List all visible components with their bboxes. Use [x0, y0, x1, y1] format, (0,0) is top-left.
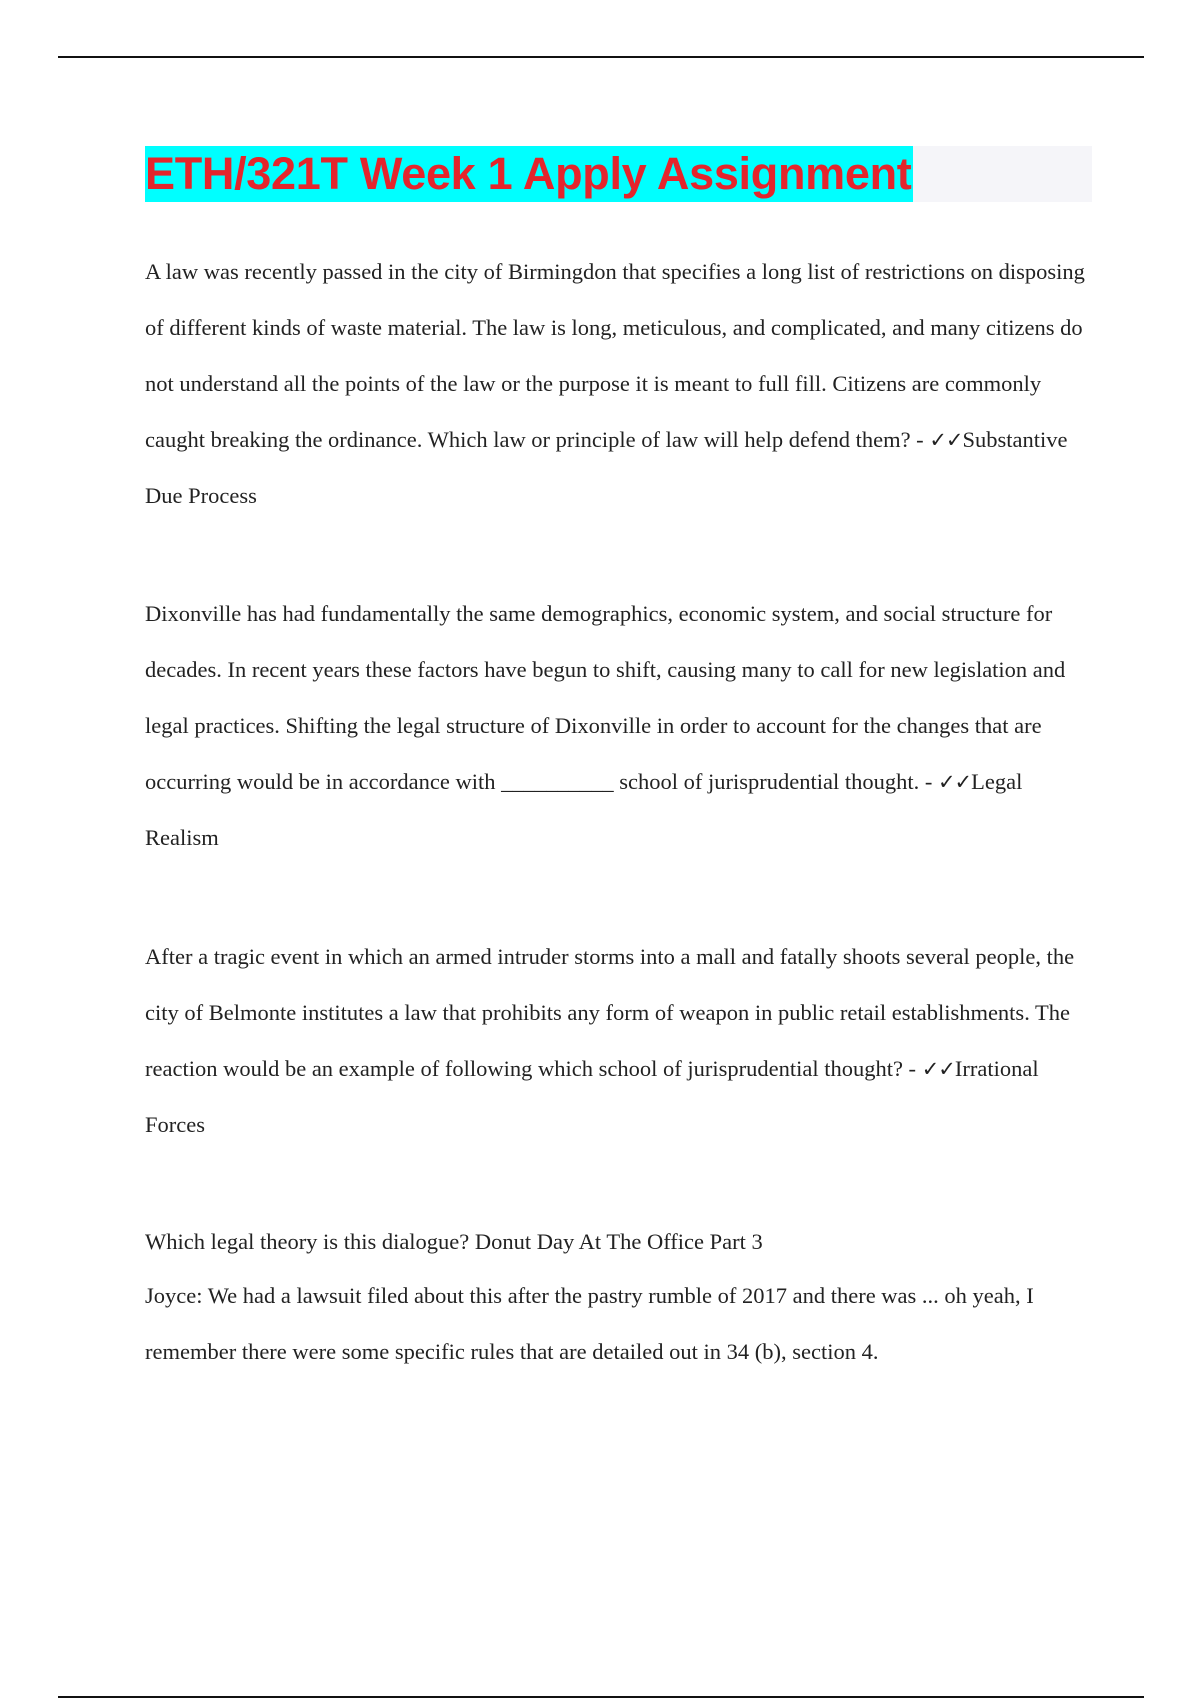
checkmark-icon: ✓✓ [929, 428, 963, 452]
title-banner [145, 146, 1092, 202]
question-1-body [145, 244, 1095, 524]
question-4 [145, 1216, 1095, 1380]
question-2 [145, 586, 1095, 866]
footer-rule [58, 1696, 1144, 1698]
document-title: ETH/321T Week 1 Apply Assignment [145, 146, 913, 202]
question-2-body [145, 586, 1095, 866]
question-1-answer: Substantive Due Process [145, 427, 1068, 508]
question-1 [145, 244, 1095, 524]
checkmark-icon: ✓✓ [937, 770, 972, 794]
question-2-answer: Legal Realism [145, 769, 1023, 850]
checkmark-icon: ✓✓ [921, 1057, 955, 1081]
question-3 [145, 929, 1095, 1153]
question-2-text: Dixonville has had fundamentally the same demographics, economic system, and social structure for decades. In recent years these factors have begun to shift, causing many to call for new legislation and legal practices. Shifting the legal structure of Dixonville in order to account for the changes that are occurring would be in accordance with __________ school of jurisprudential thought. - [145, 601, 1066, 794]
header-rule [58, 56, 1144, 58]
question-4-dialogue: Joyce: We had a lawsuit filed about this after the pastry rumble of 2017 and there was ... oh yeah, I remember there were some specific rules that are detailed out in 34 (b), section 4. [145, 1283, 1034, 1364]
question-1-text: A law was recently passed in the city of Birmingdon that specifies a long list of restrictions on disposing of different kinds of waste material. The law is long, meticulous, and complicated, and many citizens do not understand all the points of the law or the purpose it is meant to full fill. Citizens are commonly caught breaking the ordinance. Which law or principle of law will help defend them? - [145, 259, 1085, 452]
question-3-body [145, 929, 1095, 1153]
question-4-heading: Which legal theory is this dialogue? Donut Day At The Office Part 3 [145, 1229, 763, 1254]
question-3-answer: Irrational Forces [145, 1056, 1039, 1137]
question-3-text: After a tragic event in which an armed intruder storms into a mall and fatally shoots several people, the city of Belmonte institutes a law that prohibits any form of weapon in public retail establishments. The reaction would be an example of following which school of jurisprudential thought? - [145, 944, 1075, 1081]
